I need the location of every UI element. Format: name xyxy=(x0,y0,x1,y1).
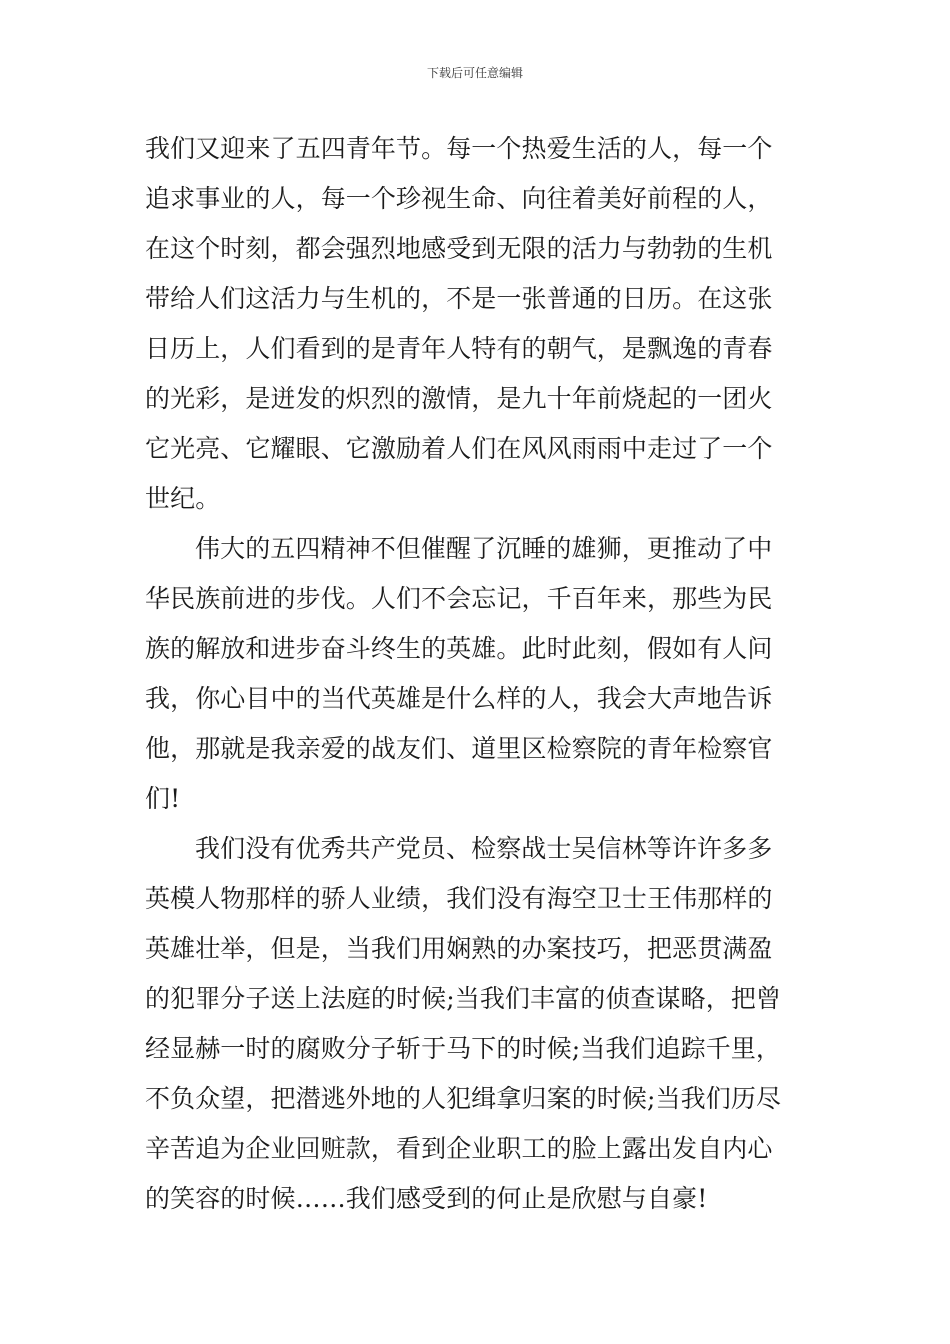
paragraph-line: 他，那就是我亲爱的战友们、道里区检察院的青年检察官 xyxy=(145,734,773,763)
paragraph-line: 的犯罪分子送上法庭的时候;当我们丰富的侦查谋略，把曾 xyxy=(145,984,782,1013)
paragraph-line: 在这个时刻，都会强烈地感受到无限的活力与勃勃的生机 xyxy=(145,234,773,263)
paragraph-line: 经显赫一时的腐败分子斩于马下的时候;当我们追踪千里， xyxy=(145,1034,782,1063)
paragraph-line: 伟大的五四精神不但催醒了沉睡的雄狮，更推动了中 xyxy=(195,534,773,563)
paragraph-line: 我们没有优秀共产党员、检察战士吴信林等许许多多 xyxy=(195,834,773,863)
paragraph-line: 英雄壮举，但是，当我们用娴熟的办案技巧，把恶贯满盈 xyxy=(145,934,773,963)
paragraph-line: 带给人们这活力与生机的，不是一张普通的日历。在这张 xyxy=(145,284,773,313)
paragraph-line: 英模人物那样的骄人业绩，我们没有海空卫士王伟那样的 xyxy=(145,884,773,913)
paragraph-line: 它光亮、它耀眼、它激励着人们在风风雨雨中走过了一个 xyxy=(145,434,773,463)
paragraph-line: 我，你心目中的当代英雄是什么样的人，我会大声地告诉 xyxy=(145,684,773,713)
paragraph-line: 世纪。 xyxy=(145,484,221,513)
paragraph-line: 们! xyxy=(145,784,181,813)
paragraph-line: 不负众望，把潜逃外地的人犯缉拿归案的时候;当我们历尽 xyxy=(145,1084,782,1113)
paragraph-line: 追求事业的人，每一个珍视生命、向往着美好前程的人， xyxy=(145,184,773,213)
paragraph-line: 我们又迎来了五四青年节。每一个热爱生活的人，每一个 xyxy=(145,134,773,163)
paragraph-line: 日历上，人们看到的是青年人特有的朝气，是飘逸的青春 xyxy=(145,334,773,363)
paragraph-line: 辛苦追为企业回赃款，看到企业职工的脸上露出发自内心 xyxy=(145,1134,773,1163)
paragraph-line: 华民族前进的步伐。人们不会忘记，千百年来，那些为民 xyxy=(145,584,773,613)
paragraph-line: 的光彩，是迸发的炽烈的激情，是九十年前烧起的一团火 xyxy=(145,384,773,413)
paragraph-1 xyxy=(145,124,810,524)
paragraph-3 xyxy=(145,824,810,1224)
page-header: 下载后可任意编辑 xyxy=(426,66,523,80)
document-body xyxy=(145,124,810,1224)
paragraph-line: 的笑容的时候……我们感受到的何止是欣慰与自豪! xyxy=(145,1184,708,1213)
paragraph-2 xyxy=(145,524,810,824)
paragraph-line: 族的解放和进步奋斗终生的英雄。此时此刻，假如有人问 xyxy=(145,634,773,663)
